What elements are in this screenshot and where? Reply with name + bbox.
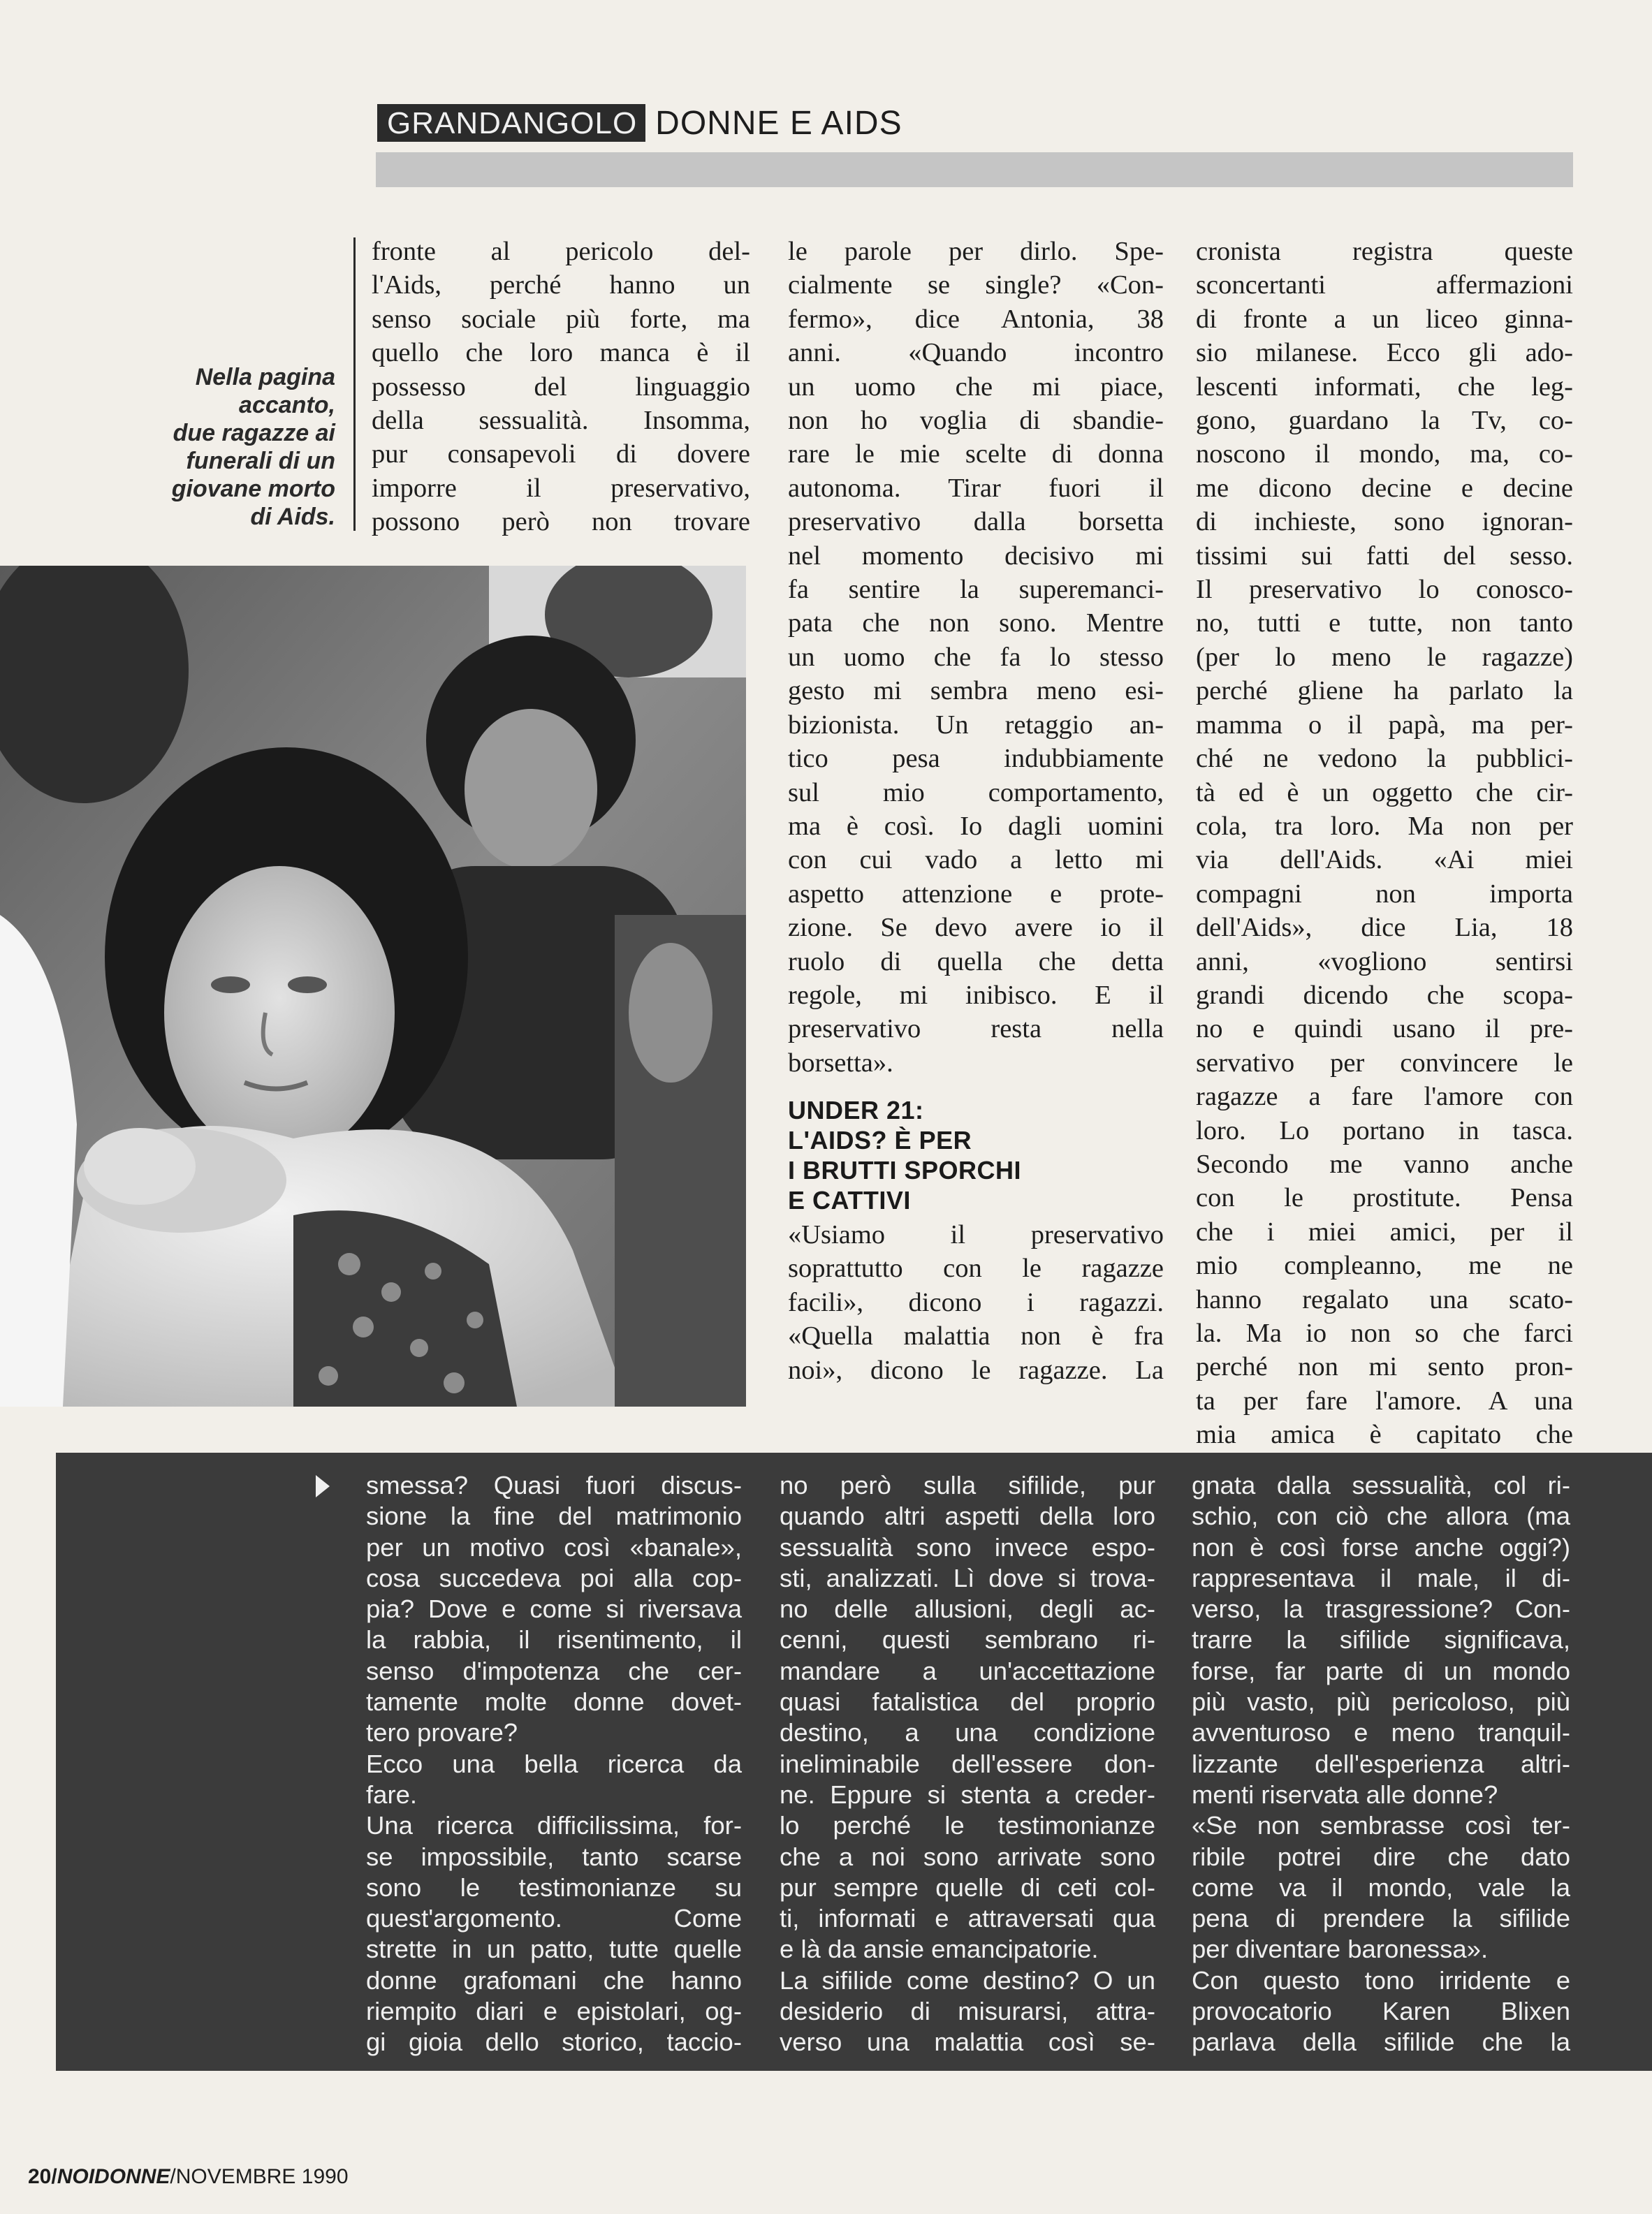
text-line: lescenti informati, che leg- — [1196, 372, 1573, 402]
text-line: senso d'impotenza che cer- — [366, 1656, 742, 1685]
text-line: soprattutto con le ragazze — [788, 1254, 1164, 1284]
text-line: pia? Dove e come si riversava — [366, 1594, 742, 1624]
text-line: la rabbia, il risentimento, il — [366, 1625, 742, 1655]
text-line: con le prostitute. Pensa — [1196, 1183, 1573, 1213]
text-line: pur sempre quelle di ceti col- — [780, 1872, 1155, 1902]
text-line: cenni, questi sembrano ri- — [780, 1625, 1155, 1655]
header-rule — [376, 152, 1573, 187]
article-column-3 — [1196, 235, 1573, 1452]
text-line: ti, informati e attraversati qua — [780, 1904, 1155, 1933]
text-line: destino, a una condizione — [780, 1718, 1155, 1747]
text-line: ne. Eppure si stenta a creder- — [780, 1780, 1155, 1809]
text-line: lizzante dell'esperienza altri- — [1192, 1749, 1570, 1778]
text-line: trarre la sifilide significava, — [1192, 1625, 1570, 1655]
text-line: un uomo che mi piace, — [788, 372, 1164, 402]
box-column-2 — [780, 1470, 1155, 2058]
text-line: senso sociale più forte, ma — [372, 304, 750, 334]
text-line: avventuroso e meno tranquil- — [1192, 1718, 1570, 1747]
text-line: più vasto, più pericoloso, più — [1192, 1687, 1570, 1717]
text-line: cola, tra loro. Ma non per — [1196, 811, 1573, 841]
text-line: Ecco una bella ricerca da — [366, 1749, 742, 1778]
text-line: menti riservata alle donne? — [1192, 1780, 1498, 1809]
text-line: gesto mi sembra meno esi- — [788, 676, 1164, 706]
text-line: e là da ansie emancipatorie. — [780, 1935, 1099, 1964]
text-line: fare. — [366, 1780, 418, 1809]
text-line: gnata dalla sessualità, col ri- — [1192, 1471, 1570, 1500]
text-line: riempito diari e epistolari, og- — [366, 1997, 742, 2026]
text-line: quello che loro manca è il — [372, 338, 750, 368]
text-line: forse, far parte di un mondo — [1192, 1656, 1570, 1685]
text-line: desiderio di misurarsi, attra- — [780, 1997, 1155, 2026]
text-line: quasi fatalistica del proprio — [780, 1687, 1155, 1717]
continuation-arrow-icon — [316, 1475, 330, 1497]
text-line: tissimi sui fatti del sesso. — [1196, 541, 1573, 571]
text-line: ruolo di quella che detta — [788, 946, 1164, 976]
section-header — [377, 103, 902, 142]
text-line: cialmente se single? «Con- — [788, 270, 1164, 300]
text-line: fa sentire la superemanci- — [788, 575, 1164, 605]
text-line: ribile potrei dire che dato — [1192, 1842, 1570, 1871]
text-line: le parole per dirlo. Spe- — [788, 237, 1164, 266]
text-line: mio compleanno, me ne — [1196, 1251, 1573, 1281]
caption-line: Nella pagina — [195, 364, 335, 390]
text-line: con cui vado a letto mi — [788, 845, 1164, 875]
text-line: fermo», dice Antonia, 38 — [788, 304, 1164, 334]
text-line: gi gioia dello storico, taccio- — [366, 2028, 742, 2057]
text-line: ché ne vedono la pubblici- — [1196, 744, 1573, 774]
text-line: sessualità sono invece espo- — [780, 1532, 1155, 1562]
text-line: facili», dicono i ragazzi. — [788, 1287, 1164, 1317]
text-line: me dicono decine e decine — [1196, 473, 1573, 503]
text-line: della sessualità. Insomma, — [372, 406, 750, 436]
box-column-1 — [366, 1470, 742, 2058]
article-column-1 — [372, 235, 750, 539]
caption-rule — [353, 237, 356, 531]
text-line: regole, mi inibisco. E il — [788, 980, 1164, 1010]
text-line: non ho voglia di sbandie- — [788, 406, 1164, 436]
text-line: dell'Aids», dice Lia, 18 — [1196, 913, 1573, 943]
text-line: no, tutti e tutte, non tanto — [1196, 608, 1573, 638]
text-line: non è così forse anche oggi?) — [1192, 1532, 1570, 1562]
text-line: sono le testimonianze su — [366, 1872, 742, 1902]
text-line: sconcertanti affermazioni — [1196, 270, 1573, 300]
text-line: possesso del linguaggio — [372, 372, 750, 402]
text-line: no però sulla sifilide, pur — [780, 1471, 1155, 1500]
text-line: aspetto attenzione e prote- — [788, 879, 1164, 909]
article-photo — [0, 566, 746, 1407]
text-line: rappresentava il male, il di- — [1192, 1563, 1570, 1592]
text-line: per un motivo così «banale», — [366, 1532, 742, 1562]
article-subheading — [788, 1095, 1067, 1215]
text-line: no e quindi usano il pre- — [1196, 1014, 1573, 1044]
text-line: grandi dicendo che scopa- — [1196, 980, 1573, 1010]
text-line: provocatorio Karen Blixen — [1192, 1997, 1570, 2026]
text-line: hanno regalato una scato- — [1196, 1284, 1573, 1314]
caption-line: accanto, — [239, 392, 335, 418]
text-line: imporre il preservativo, — [372, 473, 750, 503]
text-line: mia amica è capitato che — [1196, 1420, 1573, 1450]
text-line: via dell'Aids. «Ai miei — [1196, 845, 1573, 875]
text-line: che a noi sono arrivate sono — [780, 1842, 1155, 1871]
text-line: per diventare baronessa». — [1192, 1935, 1489, 1964]
box-column-3 — [1192, 1470, 1570, 2058]
issue-date: /NOVEMBRE 1990 — [170, 2165, 349, 2188]
text-line: tamente molte donne dovet- — [366, 1687, 742, 1717]
article-column-2-continued — [788, 1218, 1164, 1387]
text-line: loro. Lo portano in tasca. — [1196, 1115, 1573, 1145]
text-line: noi», dicono le ragazze. La — [788, 1355, 1164, 1385]
text-line: ta per fare l'amore. A una — [1196, 1386, 1573, 1416]
text-line: possono però non trovare — [372, 507, 750, 537]
text-line: pur consapevoli di dovere — [372, 439, 750, 469]
text-line: noscono il mondo, ma, co- — [1196, 439, 1573, 469]
text-line: mamma o il papà, ma per- — [1196, 710, 1573, 740]
magazine-name: NOIDONNE — [57, 2165, 170, 2188]
text-line: «Usiamo il preservativo — [788, 1220, 1164, 1249]
text-line: compagni non importa — [1196, 879, 1573, 909]
text-line: verso, la trasgressione? Con- — [1192, 1594, 1570, 1624]
text-line: tico pesa indubbiamente — [788, 744, 1164, 774]
text-line: tà ed è un oggetto che cir- — [1196, 777, 1573, 807]
text-line: anni, «vogliono sentirsi — [1196, 946, 1573, 976]
text-line: ragazze a fare l'amore con — [1196, 1082, 1573, 1112]
text-line: «Quella malattia non è fra — [788, 1321, 1164, 1351]
text-line: un uomo che fa lo stesso — [788, 642, 1164, 672]
text-line: come va il mondo, vale la — [1192, 1872, 1570, 1902]
text-line: La sifilide come destino? O un — [780, 1965, 1155, 1995]
text-line: ineliminabile dell'essere don- — [780, 1749, 1155, 1778]
text-line: Una ricerca difficilissima, for- — [366, 1811, 742, 1840]
text-line: sio milanese. Ecco gli ado- — [1196, 338, 1573, 368]
page-footer — [28, 2165, 349, 2189]
text-line: quest'argomento. Come — [366, 1904, 742, 1933]
text-line: E CATTIVI — [788, 1186, 911, 1215]
text-line: schio, con ciò che allora (ma — [1192, 1502, 1570, 1531]
text-line: UNDER 21: — [788, 1096, 924, 1124]
text-line: verso una malattia così se- — [780, 2028, 1155, 2057]
text-line: smessa? Quasi fuori discus- — [366, 1471, 742, 1500]
text-line: nel momento decisivo mi — [788, 541, 1164, 571]
text-line: cronista registra queste — [1196, 237, 1573, 266]
caption-line: giovane morto — [171, 476, 335, 502]
text-line: anni. «Quando incontro — [788, 338, 1164, 368]
text-line: tero provare? — [366, 1718, 518, 1747]
text-line: autonoma. Tirar fuori il — [788, 473, 1164, 503]
text-line: quando altri aspetti della loro — [780, 1502, 1155, 1531]
section-title: DONNE E AIDS — [655, 104, 902, 142]
text-line: I BRUTTI SPORCHI — [788, 1156, 1022, 1185]
text-line: parlava della sifilide che la — [1192, 2028, 1570, 2057]
text-line: che i miei amici, per il — [1196, 1217, 1573, 1247]
text-line: «Se non sembrasse così ter- — [1192, 1811, 1570, 1840]
text-line: l'Aids, perché hanno un — [372, 270, 750, 300]
section-kicker: GRANDANGOLO — [377, 104, 645, 142]
text-line: (per lo meno le ragazze) — [1196, 642, 1573, 672]
text-line: preservativo resta nella — [788, 1014, 1164, 1044]
text-line: rare le mie scelte di donna — [788, 439, 1164, 469]
photo-caption — [140, 363, 335, 531]
text-line: Con questo tono irridente e — [1192, 1965, 1570, 1995]
text-line: no delle allusioni, degli ac- — [780, 1594, 1155, 1624]
text-line: pata che non sono. Mentre — [788, 608, 1164, 638]
text-line: sti, analizzati. Lì dove si trova- — [780, 1563, 1155, 1592]
text-line: di fronte a un liceo ginna- — [1196, 304, 1573, 334]
text-line: Secondo me vanno anche — [1196, 1149, 1573, 1179]
text-line: strette in un patto, tutte quelle — [366, 1935, 742, 1964]
article-column-2 — [788, 235, 1164, 1080]
text-line: bizionista. Un retaggio an- — [788, 710, 1164, 740]
text-line: fronte al pericolo del- — [372, 237, 750, 266]
text-line: cosa succedeva poi alla cop- — [366, 1563, 742, 1592]
text-line: la. Ma io non so che farci — [1196, 1319, 1573, 1348]
text-line: mandare a un'accettazione — [780, 1656, 1155, 1685]
text-line: L'AIDS? È PER — [788, 1126, 972, 1154]
text-line: zione. Se devo avere io il — [788, 913, 1164, 943]
text-line: gono, guardano la Tv, co- — [1196, 406, 1573, 436]
text-line: sul mio comportamento, — [788, 777, 1164, 807]
text-line: di inchieste, sono ignoran- — [1196, 507, 1573, 537]
page-number: 20/ — [28, 2165, 57, 2188]
caption-line: funerali di un — [186, 448, 335, 474]
text-line: servativo per convincere le — [1196, 1048, 1573, 1078]
text-line: perché non mi sento pron- — [1196, 1352, 1573, 1382]
text-line: perché gliene ha parlato la — [1196, 676, 1573, 706]
text-line: preservativo dalla borsetta — [788, 507, 1164, 537]
text-line: borsetta». — [788, 1048, 893, 1078]
text-line: se impossibile, tanto scarse — [366, 1842, 742, 1871]
caption-line: due ragazze ai — [173, 420, 335, 446]
caption-line: di Aids. — [250, 504, 335, 530]
text-line: ma è così. Io dagli uomini — [788, 811, 1164, 841]
text-line: donne grafomani che hanno — [366, 1965, 742, 1995]
text-line: pena di prendere la sifilide — [1192, 1904, 1570, 1933]
text-line: Il preservativo lo conosco- — [1196, 575, 1573, 605]
text-line: lo perché le testimonianze — [780, 1811, 1155, 1840]
text-line: sione la fine del matrimonio — [366, 1502, 742, 1531]
